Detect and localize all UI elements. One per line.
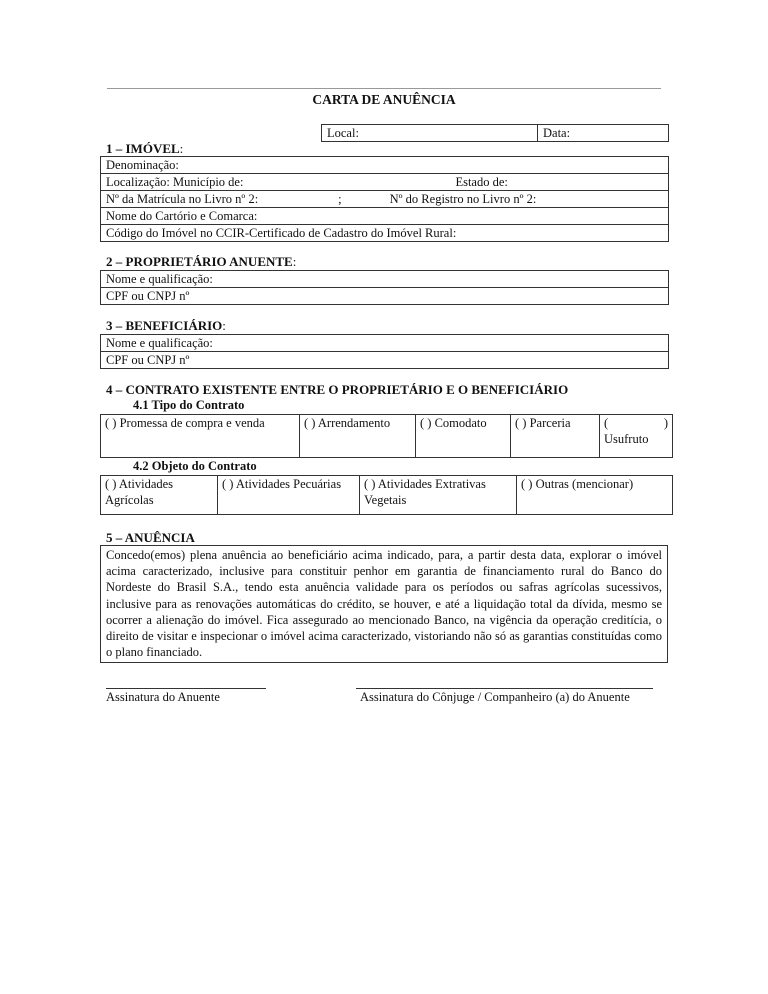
objeto-agricolas-option[interactable]: ( ) Atividades Agrícolas xyxy=(101,476,218,515)
beneficiario-cpf-field[interactable]: CPF ou CNPJ nº xyxy=(101,352,669,369)
objeto-pecuarias-option[interactable]: ( ) Atividades Pecuárias xyxy=(218,476,360,515)
anuencia-text: Concedo(emos) plena anuência ao beneficiário acima indicado, para, a partir desta data, explorar o imóvel acima caracterizado, inclusive para constituir penhor em garantia de financiamento rural do Banco do Nordeste do Brasil S.A., tendo esta anuência validade para os períodos ou safras agrícolas sucessivos, inclusive para as renovações automáticas do crédito, se houver, e até a liquidação total da dívida, mesmo se ocorrer a alienação do imóvel. Fica assegurado ao mencionado Banco, na vigência da operação creditícia, o direito de visitar e inspecionar o imóvel acima caracterizado, vistoriando não só as garantias constituídas como o plano financiado. xyxy=(100,545,668,663)
usufruto-label: Usufruto xyxy=(604,432,649,446)
tipo-usufruto-option[interactable] xyxy=(600,415,673,458)
local-field[interactable]: Local: xyxy=(322,125,538,142)
objeto-extrativas-option[interactable]: ( ) Atividades Extrativas Vegetais xyxy=(360,476,517,515)
section-beneficiario-heading: 3 – BENEFICIÁRIO: xyxy=(106,318,226,333)
anuente-signature-line xyxy=(106,688,266,689)
objeto-contrato-table xyxy=(100,475,673,515)
anuente-signature-label: Assinatura do Anuente xyxy=(106,690,220,704)
tipo-comodato-option[interactable]: ( ) Comodato xyxy=(416,415,511,458)
tipo-parceria-option[interactable]: ( ) Parceria xyxy=(511,415,600,458)
denominacao-field[interactable]: Denominação: xyxy=(101,157,669,174)
registro-label: Nº do Registro no Livro nº 2: xyxy=(389,192,537,206)
proprietario-nome-field[interactable]: Nome e qualificação: xyxy=(101,271,669,288)
matricula-field[interactable]: Nº da Matrícula no Livro nº 2: ; Nº do Registro no Livro nº 2: xyxy=(101,191,669,208)
section-anuencia-heading: 5 – ANUÊNCIA xyxy=(106,530,195,545)
top-rule xyxy=(107,88,661,89)
tipo-contrato-table xyxy=(100,414,673,458)
beneficiario-nome-field[interactable]: Nome e qualificação: xyxy=(101,335,669,352)
tipo-contrato-heading: 4.1 Tipo do Contrato xyxy=(133,398,245,412)
conjuge-signature-line xyxy=(356,688,653,689)
cartorio-field[interactable]: Nome do Cartório e Comarca: xyxy=(101,208,669,225)
estado-label: Estado de: xyxy=(455,175,508,189)
usufruto-open-paren: ( xyxy=(604,416,609,430)
tipo-arrendamento-option[interactable]: ( ) Arrendamento xyxy=(300,415,416,458)
section-contrato-heading: 4 – CONTRATO EXISTENTE ENTRE O PROPRIETÁRIO E O BENEFICIÁRIO xyxy=(106,382,569,397)
tipo-promessa-option[interactable]: ( ) Promessa de compra e venda xyxy=(101,415,300,458)
objeto-outras-option[interactable]: ( ) Outras (mencionar) xyxy=(517,476,673,515)
data-field[interactable]: Data: xyxy=(538,125,669,142)
ccir-field[interactable]: Código do Imóvel no CCIR-Certificado de Cadastro do Imóvel Rural: xyxy=(101,225,669,242)
localizacao-field[interactable]: Localização: Município de: Estado de: xyxy=(101,174,669,191)
usufruto-close-paren: ) xyxy=(663,416,668,430)
imovel-table xyxy=(100,156,669,242)
section-proprietario-heading: 2 – PROPRIETÁRIO ANUENTE: xyxy=(106,254,297,269)
section-imovel-heading: 1 – IMÓVEL: xyxy=(106,141,184,156)
local-data-table xyxy=(321,124,669,142)
proprietario-cpf-field[interactable]: CPF ou CNPJ nº xyxy=(101,288,669,305)
conjuge-signature-label: Assinatura do Cônjuge / Companheiro (a) do Anuente xyxy=(360,690,630,704)
document-title: CARTA DE ANUÊNCIA xyxy=(312,92,456,107)
objeto-contrato-heading: 4.2 Objeto do Contrato xyxy=(133,459,257,473)
separator-label: ; xyxy=(338,192,342,206)
beneficiario-table xyxy=(100,334,669,369)
proprietario-table xyxy=(100,270,669,305)
